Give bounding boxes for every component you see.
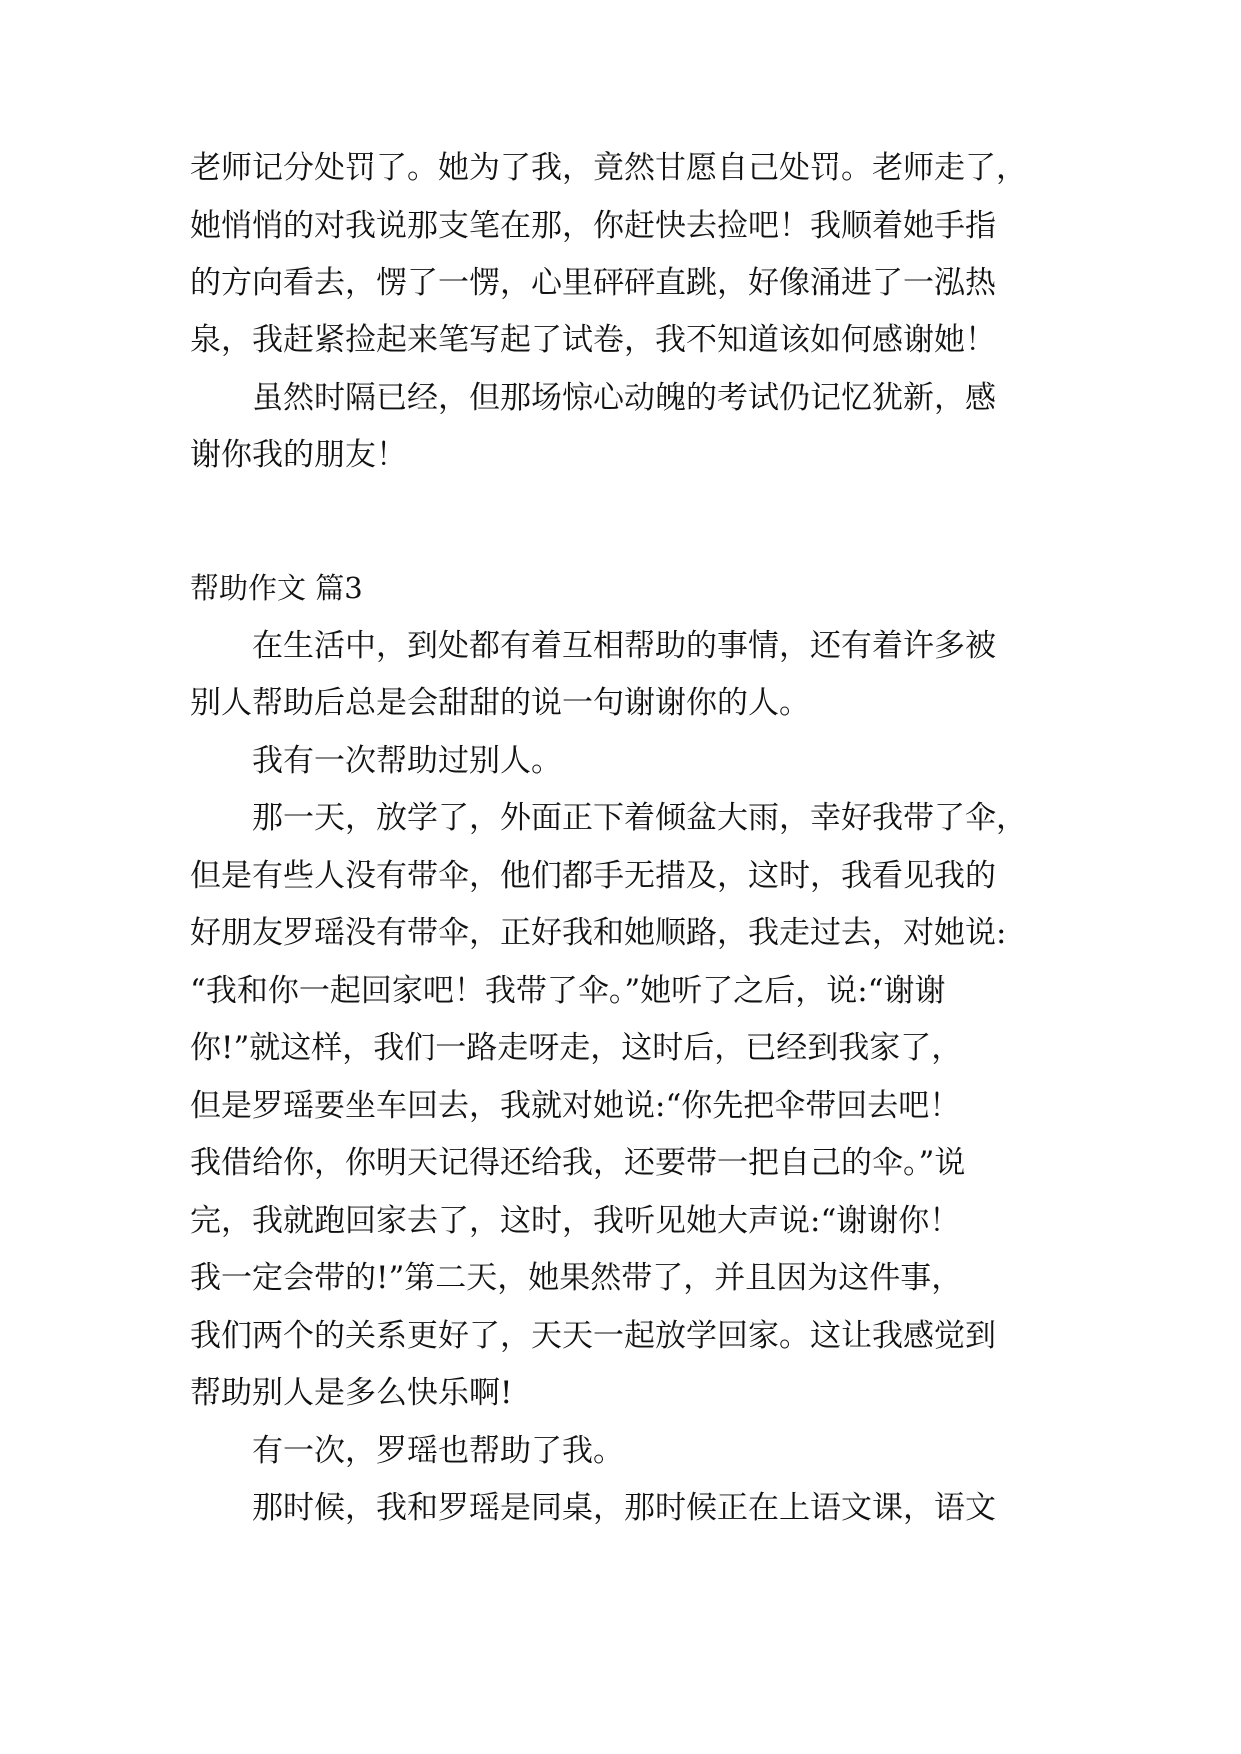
paragraph-line: 泉，我赶紧捡起来笔写起了试卷，我不知道该如何感谢她！ bbox=[190, 322, 996, 358]
paragraph-line: 别人帮助后总是会甜甜的说一句谢谢你的人。 bbox=[190, 685, 810, 721]
paragraph-line: 那时候，我和罗瑶是同桌，那时候正在上语文课，语文 bbox=[252, 1490, 996, 1526]
paragraph-line: 好朋友罗瑶没有带伞，正好我和她顺路，我走过去，对她说: bbox=[190, 915, 1007, 951]
paragraph-line: 我借给你，你明天记得还给我，还要带一把自己的伞。”说 bbox=[190, 1145, 966, 1181]
paragraph-line: 完，我就跑回家去了，这时，我听见她大声说:“谢谢你！ bbox=[190, 1203, 961, 1239]
paragraph-line: 我们两个的关系更好了，天天一起放学回家。这让我感觉到 bbox=[190, 1318, 996, 1354]
paragraph-line: 你!”就这样，我们一路走呀走，这时后，已经到我家了， bbox=[190, 1030, 963, 1066]
paragraph-line: “我和你一起回家吧！我带了伞。”她听了之后，说:“谢谢 bbox=[190, 973, 946, 1009]
paragraph-line: 我一定会带的!”第二天，她果然带了，并且因为这件事， bbox=[190, 1260, 963, 1296]
paragraph-line: 那一天，放学了，外面正下着倾盆大雨，幸好我带了伞， bbox=[252, 800, 1027, 836]
paragraph-line: 但是有些人没有带伞，他们都手无措及，这时，我看见我的 bbox=[190, 858, 996, 894]
paragraph-line: 我有一次帮助过别人。 bbox=[252, 743, 562, 779]
paragraph-line: 虽然时隔已经，但那场惊心动魄的考试仍记忆犹新，感 bbox=[252, 380, 996, 416]
paragraph-line: 帮助别人是多么快乐啊! bbox=[190, 1375, 513, 1411]
paragraph-line: 谢你我的朋友！ bbox=[190, 437, 407, 473]
paragraph-line: 的方向看去，愣了一愣，心里砰砰直跳，好像涌进了一泓热 bbox=[190, 265, 996, 301]
paragraph-line: 有一次，罗瑶也帮助了我。 bbox=[252, 1433, 624, 1469]
paragraph-line: 在生活中，到处都有着互相帮助的事情，还有着许多被 bbox=[252, 628, 996, 664]
paragraph-line: 但是罗瑶要坐车回去，我就对她说:“你先把伞带回去吧！ bbox=[190, 1088, 961, 1124]
paragraph-line: 老师记分处罚了。她为了我，竟然甘愿自己处罚。老师走了， bbox=[190, 150, 1027, 186]
section-heading: 帮助作文 篇3 bbox=[190, 571, 363, 605]
paragraph-line: 她悄悄的对我说那支笔在那，你赶快去捡吧！我顺着她手指 bbox=[190, 208, 996, 244]
